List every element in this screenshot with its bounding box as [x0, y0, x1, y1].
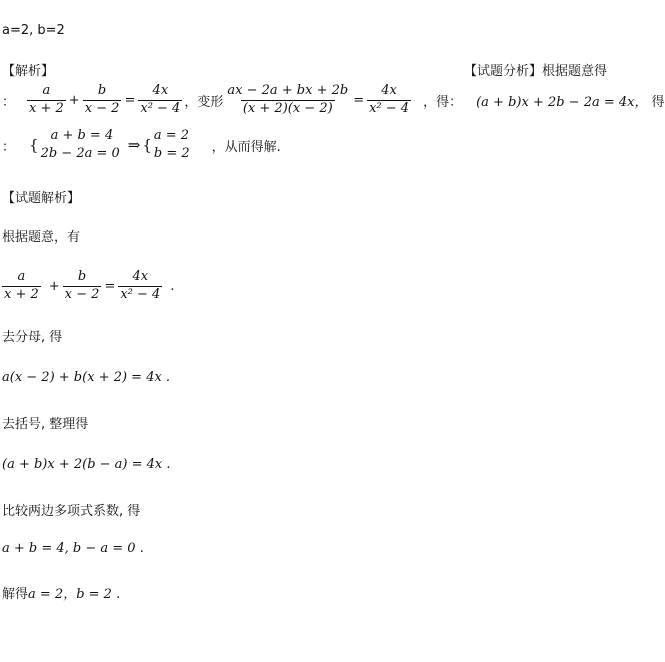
- detail-line-2: 去分母, 得: [2, 330, 63, 345]
- detail-equation-4: a + b = 4, b − a = 0 .: [2, 541, 144, 556]
- system-row: b = 2: [153, 146, 190, 161]
- detail-line-5-prefix: 解得: [2, 587, 29, 602]
- fraction-numerator: 4x: [152, 82, 169, 98]
- fraction-denominator: x² − 4: [369, 100, 410, 116]
- analysis-colon: ：: [2, 94, 16, 110]
- detail-line-1: 根据题意，有: [2, 230, 81, 245]
- analysis-right-label: 【试题分析】根据题意得: [464, 64, 608, 79]
- analysis-equation-2: $\frac{ax - 2a + bx + 2b}{(x + 2)(x - 2)}$ = $\frac{4x}{\text{x² − 4}}$: [227, 82, 410, 116]
- analysis-formula-line-2: [2, 124, 281, 166]
- word-get: ，得：: [423, 94, 463, 110]
- fraction-b: [83, 84, 122, 117]
- fraction-denominator: (x + 2)(x − 2): [242, 100, 333, 116]
- fraction-e: [367, 84, 411, 117]
- fraction-numerator: a: [17, 268, 26, 284]
- fraction-c: [138, 84, 182, 117]
- word-transform: ，变形: [184, 94, 224, 110]
- fraction-c: [118, 270, 162, 303]
- analysis-formula-line-1: [2, 80, 665, 120]
- fraction-a: [2, 270, 41, 303]
- fraction-d: [225, 84, 350, 117]
- system-row: 2b − 2a = 0: [40, 146, 120, 161]
- fraction-denominator: x − 2: [64, 286, 100, 302]
- detail-equation-2: a(x − 2) + b(x + 2) = 4x .: [2, 370, 171, 385]
- detail-line-5: [2, 583, 120, 602]
- fraction-a: [27, 84, 66, 117]
- fraction-numerator: a: [42, 82, 51, 98]
- fraction-numerator: b: [97, 82, 107, 98]
- detail-line-3: 去括号, 整理得: [2, 417, 89, 432]
- system-row: a + b = 4: [50, 128, 114, 143]
- system-row: a = 2: [153, 128, 190, 143]
- fraction-numerator: ax − 2a + bx + 2b: [227, 82, 349, 98]
- equation-end: .: [170, 278, 175, 294]
- analysis-equation-3: (a + b)x + 2b − 2a = 4x，: [476, 94, 648, 110]
- fraction-denominator: x² − 4: [140, 100, 181, 116]
- detail-equation-1: $\frac{a}{x + 2}$ + $\frac{b}{x - 2}$ = $\frac{4x}{\text{x² − 4}}$ .: [4, 268, 175, 302]
- implies-symbol: ⇒: [127, 136, 141, 154]
- brace-symbol: {: [29, 136, 39, 154]
- word-get-2: 得: [651, 94, 665, 110]
- detail-line-4: 比较两边多项式系数, 得: [2, 504, 141, 519]
- answer-text: a=2, b=2: [2, 23, 65, 38]
- system-of-equations-1: [29, 127, 120, 163]
- detail-line-5-equation: a = 2，b = 2 .: [28, 587, 121, 602]
- fraction-b: [63, 270, 102, 303]
- analysis-equation-1: $\frac{a}{x + 2}$ + $\frac{b}{x - 2}$ = $\frac{4x}{\text{x² − 4}}$: [29, 82, 181, 116]
- fraction-numerator: 4x: [381, 82, 397, 98]
- fraction-denominator: x − 2: [84, 100, 120, 116]
- conclusion-text: ，从而得解.: [211, 139, 281, 155]
- fraction-denominator: x² − 4: [120, 286, 161, 302]
- analysis-colon-2: ：: [2, 139, 16, 155]
- fraction-numerator: b: [77, 268, 87, 284]
- system-of-equations-2: [142, 127, 189, 163]
- analysis-heading: 【解析】: [2, 64, 55, 79]
- fraction-numerator: 4x: [132, 268, 149, 284]
- fraction-denominator: x + 2: [4, 286, 39, 302]
- fraction-denominator: x + 2: [29, 100, 64, 116]
- detail-equation-3: (a + b)x + 2(b − a) = 4x .: [2, 457, 171, 472]
- brace-symbol: {: [142, 136, 152, 154]
- detail-heading: 【试题解析】: [2, 191, 81, 206]
